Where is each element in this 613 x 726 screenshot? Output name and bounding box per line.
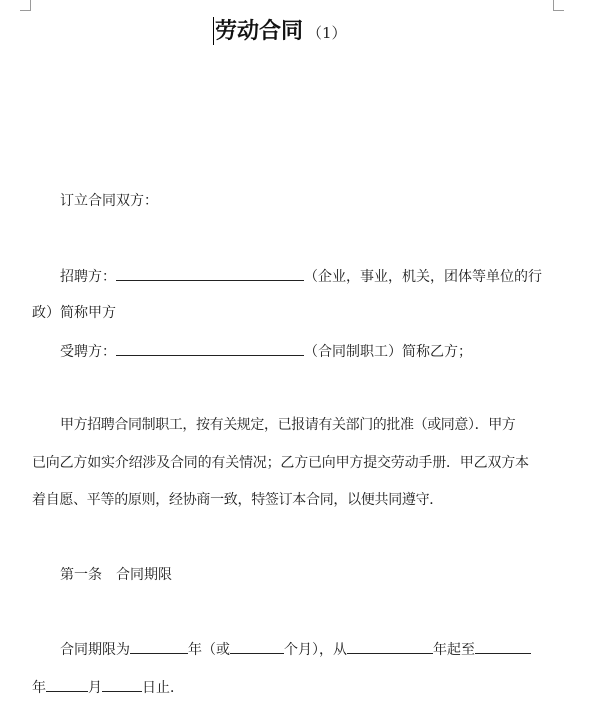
paragraph-1-line-1: 甲方招聘合同制职工，按有关规定，已报请有关部门的批准（或同意）．甲方 (60, 417, 516, 433)
term-end-month-blank (46, 677, 88, 692)
employee-line (60, 341, 472, 362)
document-title[interactable] (213, 14, 347, 48)
employer-note: （企业，事业，机关，团体等单位的行 (304, 269, 542, 285)
term-end-day-blank (102, 677, 142, 692)
term-end-line (32, 677, 184, 698)
term-start-blank (347, 639, 433, 654)
term-years-blank (130, 639, 188, 654)
crop-mark-left-h (20, 10, 31, 11)
employer-blank (116, 266, 304, 281)
term-end-year-blank (475, 639, 531, 654)
article-1-heading: 第一条 合同期限 (60, 567, 172, 583)
term-prefix: 合同期限为 (60, 642, 130, 658)
employer-note-continued: 政）简称甲方 (32, 305, 116, 321)
term-line (60, 639, 531, 660)
crop-mark-right-v (553, 0, 554, 10)
text-cursor (213, 17, 214, 45)
employee-label: 受聘方： (60, 344, 116, 360)
paragraph-1-line-2: 已向乙方如实介绍涉及合同的有关情况；乙方已向甲方提交劳动手册．甲乙双方本 (32, 455, 529, 471)
term-end: 日止． (142, 680, 184, 696)
title-number: （1） (307, 24, 347, 42)
term-year: 年 (32, 680, 46, 696)
term-year-or: 年（或 (188, 642, 230, 658)
crop-mark-left-v (30, 0, 31, 10)
employer-label: 招聘方： (60, 269, 116, 285)
employee-blank (116, 341, 304, 356)
term-months-blank (230, 639, 284, 654)
employee-note: （合同制职工）简称乙方； (304, 344, 472, 360)
term-month: 月 (88, 680, 102, 696)
parties-heading: 订立合同双方： (60, 193, 158, 209)
title-text: 劳动合同 (215, 19, 304, 44)
term-start-suffix: 年起至 (433, 642, 475, 658)
employer-line (60, 266, 542, 287)
term-months-from: 个月），从 (284, 642, 347, 658)
crop-mark-right-h (553, 10, 564, 11)
paragraph-1-line-3: 着自愿、平等的原则，经协商一致，特签订本合同，以便共同遵守． (32, 492, 443, 508)
